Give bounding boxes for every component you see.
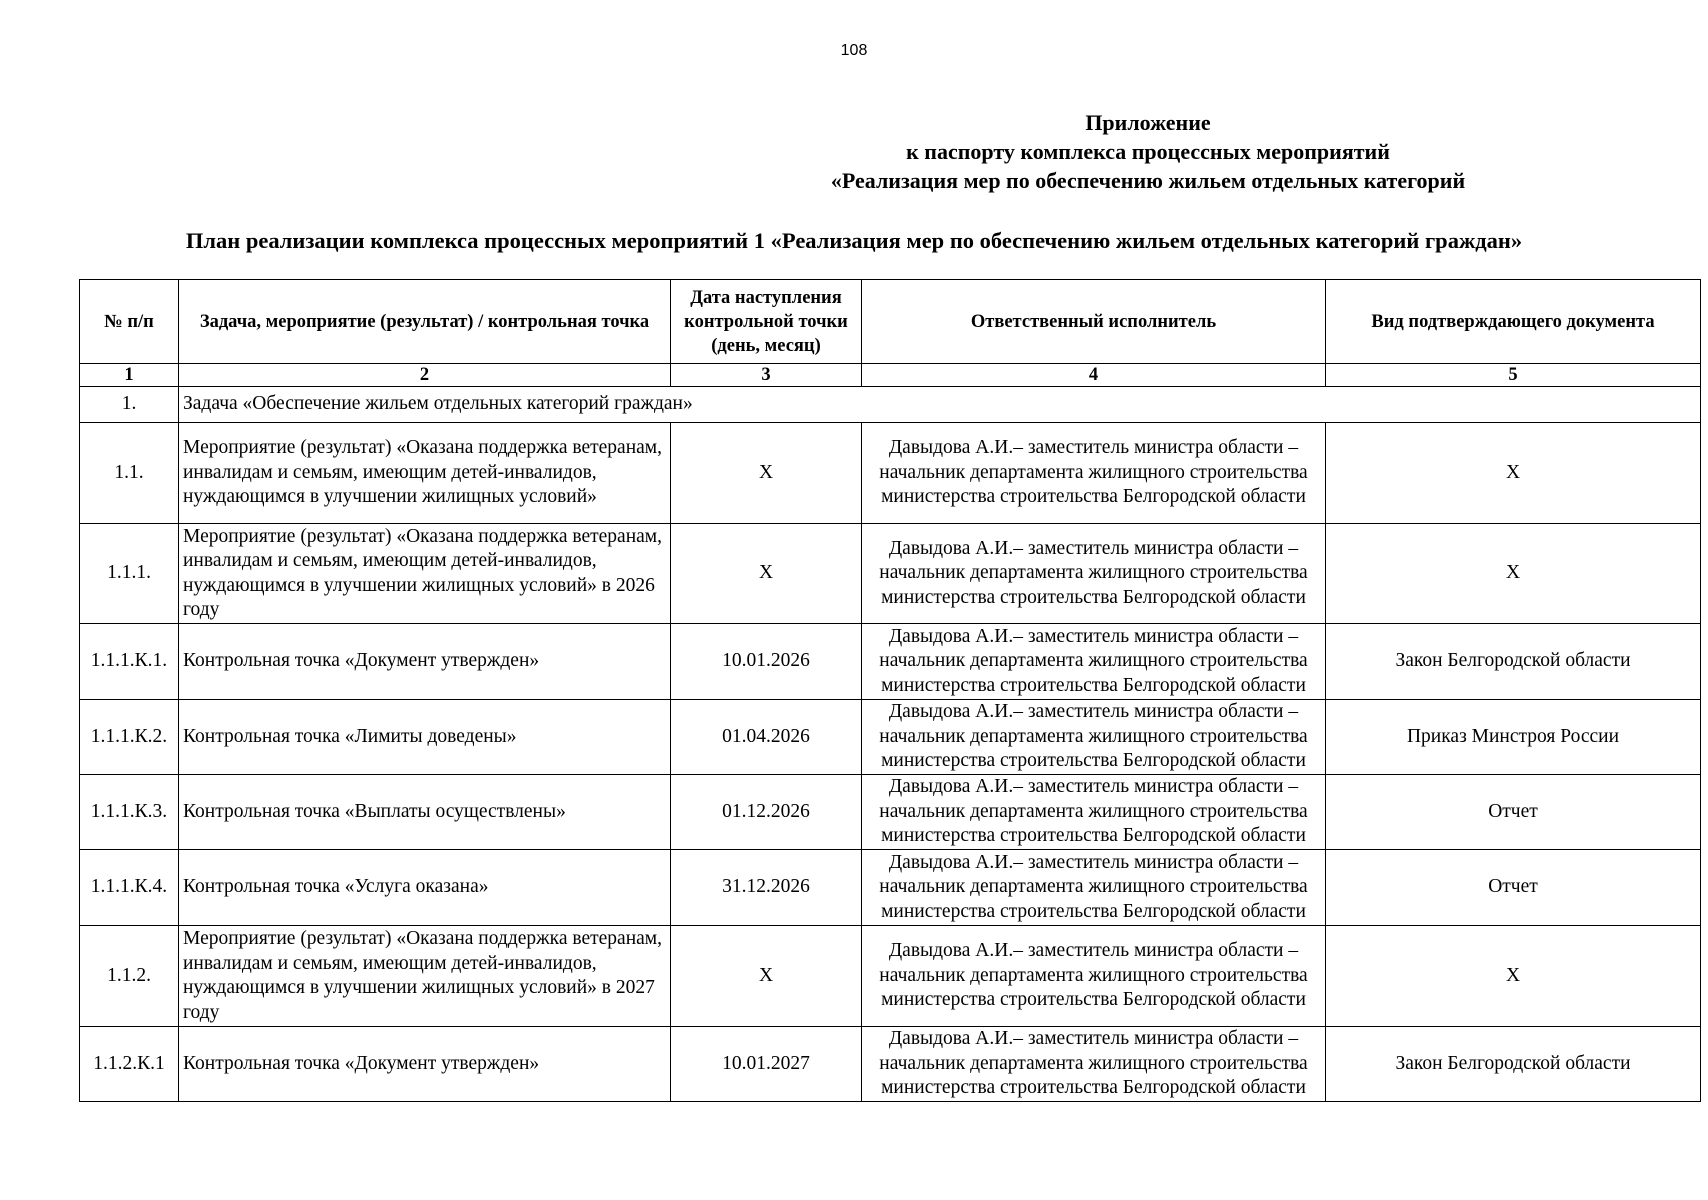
header-row (80, 280, 1701, 364)
row-num: 1.1.1.К.3. (80, 775, 179, 850)
task-num: 1. (80, 387, 179, 423)
row-responsible: Давыдова А.И.– заместитель министра области – начальник департамента жилищного строительства министерства строительства Белгородской области (862, 624, 1326, 700)
header-task: Задача, мероприятие (результат) / контрольная точка (179, 280, 671, 364)
row-responsible: Давыдова А.И.– заместитель министра области – начальник департамента жилищного строительства министерства строительства Белгородской области (862, 850, 1326, 926)
row-num: 1.1.2.К.1 (80, 1027, 179, 1102)
row-num: 1.1. (80, 423, 179, 524)
row-document: Отчет (1326, 850, 1701, 926)
column-number: 3 (671, 364, 862, 387)
task-text: Задача «Обеспечение жильем отдельных категорий граждан» (179, 387, 1701, 423)
row-num: 1.1.1.К.2. (80, 700, 179, 775)
row-date: 10.01.2027 (671, 1027, 862, 1102)
header-num: № п/п (80, 280, 179, 364)
table-row (80, 700, 1701, 775)
row-document: Закон Белгородской области (1326, 624, 1701, 700)
column-number: 4 (862, 364, 1326, 387)
row-num: 1.1.1. (80, 524, 179, 624)
row-num: 1.1.1.К.1. (80, 624, 179, 700)
row-date: 01.12.2026 (671, 775, 862, 850)
row-document: X (1326, 423, 1701, 524)
appendix-line-2: к паспорту комплекса процессных мероприятий (906, 139, 1390, 164)
appendix-line-1: Приложение (1085, 110, 1211, 135)
table-row (80, 423, 1701, 524)
header-responsible: Ответственный исполнитель (862, 280, 1326, 364)
appendix-line-3: «Реализация мер по обеспечению жильем отдельных категорий (830, 168, 1466, 193)
row-name: Мероприятие (результат) «Оказана поддержка ветеранам, инвалидам и семьям, имеющим детей-инвалидов, нуждающимся в улучшении жилищных условий» в 2026 году (179, 524, 671, 624)
row-date: X (671, 926, 862, 1027)
table-row (80, 524, 1701, 624)
column-number-row (80, 364, 1701, 387)
row-document: Приказ Минстроя России (1326, 700, 1701, 775)
table-row (80, 850, 1701, 926)
row-responsible: Давыдова А.И.– заместитель министра области – начальник департамента жилищного строительства министерства строительства Белгородской области (862, 524, 1326, 624)
row-responsible: Давыдова А.И.– заместитель министра области – начальник департамента жилищного строительства министерства строительства Белгородской области (862, 1027, 1326, 1102)
row-num: 1.1.1.К.4. (80, 850, 179, 926)
table-row (80, 926, 1701, 1027)
row-name: Мероприятие (результат) «Оказана поддержка ветеранам, инвалидам и семьям, имеющим детей-инвалидов, нуждающимся в улучшении жилищных условий» (179, 423, 671, 524)
row-name: Мероприятие (результат) «Оказана поддержка ветеранам, инвалидам и семьям, имеющим детей-инвалидов, нуждающимся в улучшении жилищных условий» в 2027 году (179, 926, 671, 1027)
task-row (80, 387, 1701, 423)
table-row (80, 624, 1701, 700)
row-responsible: Давыдова А.И.– заместитель министра области – начальник департамента жилищного строительства министерства строительства Белгородской области (862, 775, 1326, 850)
row-date: X (671, 423, 862, 524)
plan-table (79, 279, 1701, 1102)
row-date: 10.01.2026 (671, 624, 862, 700)
row-date: 31.12.2026 (671, 850, 862, 926)
row-document: Закон Белгородской области (1326, 1027, 1701, 1102)
row-name: Контрольная точка «Лимиты доведены» (179, 700, 671, 775)
row-name: Контрольная точка «Выплаты осуществлены» (179, 775, 671, 850)
appendix-heading (718, 108, 1578, 195)
row-document: X (1326, 524, 1701, 624)
row-date: X (671, 524, 862, 624)
row-name: Контрольная точка «Документ утвержден» (179, 624, 671, 700)
table-row (80, 1027, 1701, 1102)
column-number: 1 (80, 364, 179, 387)
row-responsible: Давыдова А.И.– заместитель министра области – начальник департамента жилищного строительства министерства строительства Белгородской области (862, 700, 1326, 775)
row-document: Отчет (1326, 775, 1701, 850)
row-num: 1.1.2. (80, 926, 179, 1027)
header-document: Вид подтверждающего документа (1326, 280, 1701, 364)
page-number: 108 (840, 42, 868, 59)
row-date: 01.04.2026 (671, 700, 862, 775)
column-number: 5 (1326, 364, 1701, 387)
column-number: 2 (179, 364, 671, 387)
header-date: Дата наступления контрольной точки (день, месяц) (671, 280, 862, 364)
row-responsible: Давыдова А.И.– заместитель министра области – начальник департамента жилищного строительства министерства строительства Белгородской области (862, 423, 1326, 524)
document-title: План реализации комплекса процессных мероприятий 1 «Реализация мер по обеспечению жильем отдельных категорий граждан» (185, 228, 1523, 253)
table-row (80, 775, 1701, 850)
row-name: Контрольная точка «Документ утвержден» (179, 1027, 671, 1102)
row-name: Контрольная точка «Услуга оказана» (179, 850, 671, 926)
row-document: X (1326, 926, 1701, 1027)
row-responsible: Давыдова А.И.– заместитель министра области – начальник департамента жилищного строительства министерства строительства Белгородской области (862, 926, 1326, 1027)
